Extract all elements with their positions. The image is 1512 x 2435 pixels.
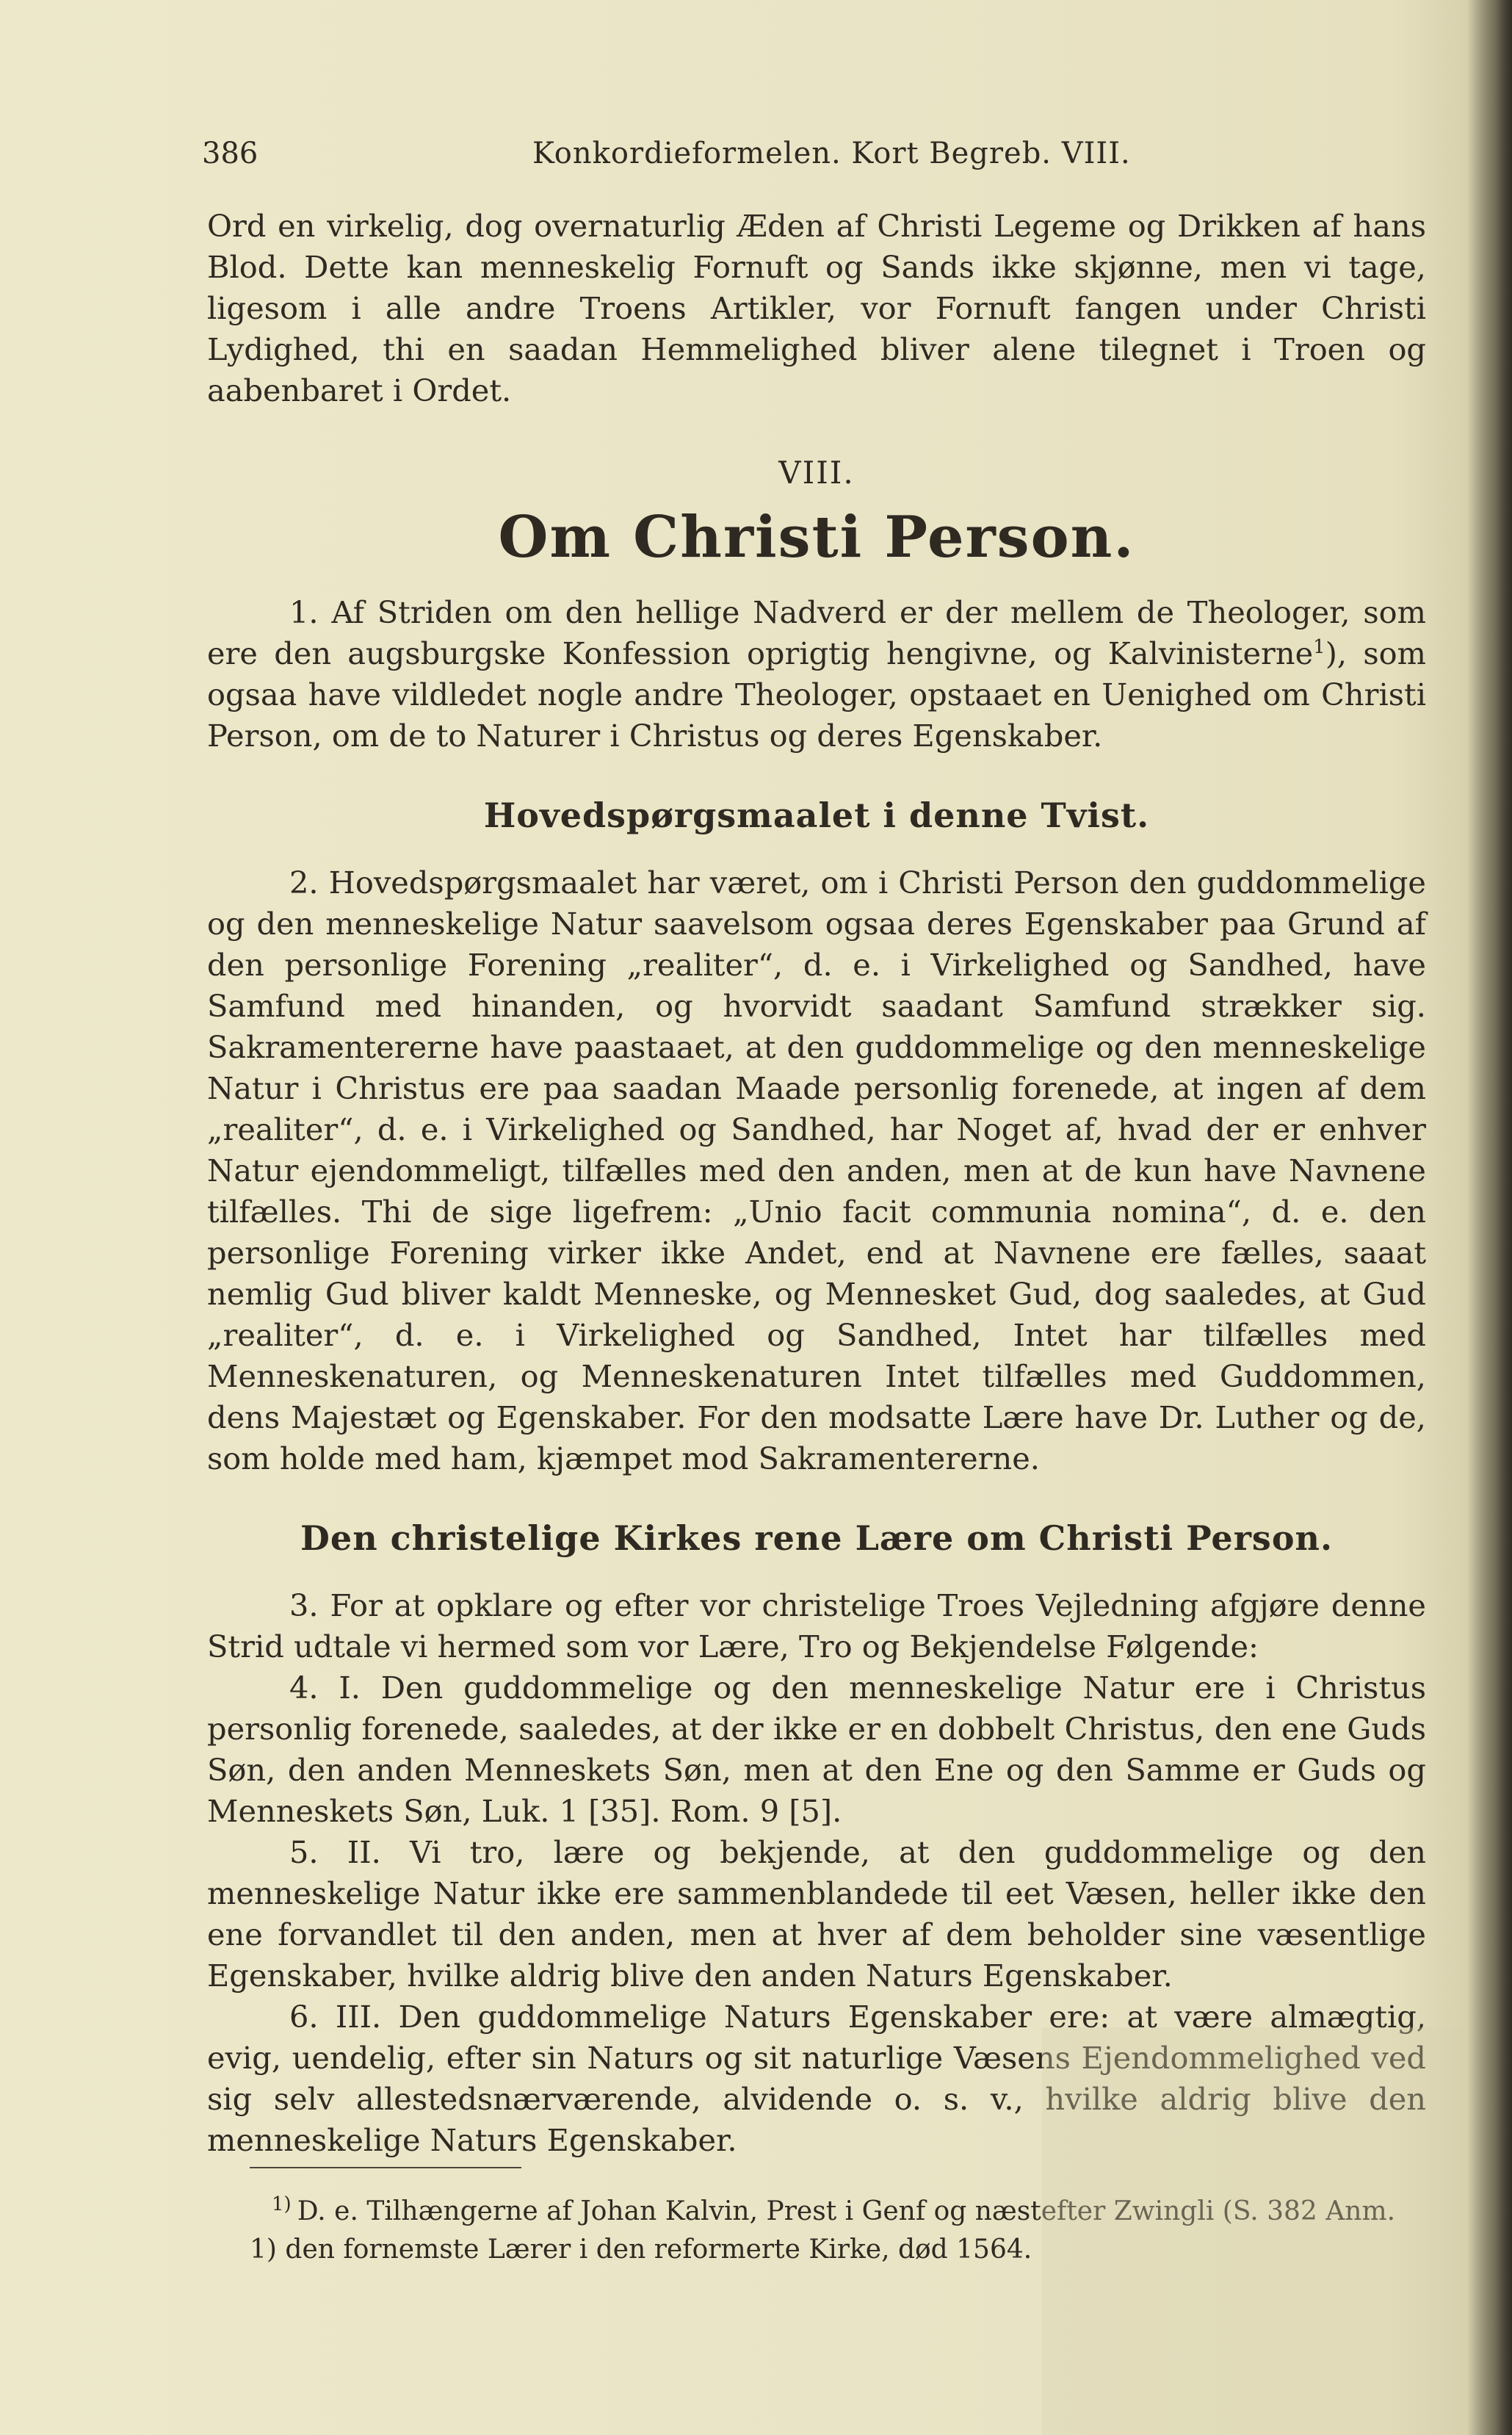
footnote-divider (250, 2167, 521, 2168)
subheading-main-question: Hovedspørgsmaalet i denne Tvist. (483, 796, 1150, 835)
footnote-mark: 1) (272, 2193, 292, 2215)
footnote-reference: 1 (1313, 636, 1325, 659)
paragraph-4: 4. I. Den guddommelige og den menneskelige Natur ere i Christus personlig forenede, saaledes, at der ikke er en dobbelt Christus, den ene Guds Søn, den anden Menneskets Søn, men at den Ene og den Samme er Guds og Menneskets Søn, Luk. 1 [35]. Rom. 9 [5]. (207, 1670, 1426, 1829)
paragraph-6: 6. III. Den guddommelige Naturs Egenskaber ere: at være almægtig, evig, uendelig, efter sin Naturs og sit naturlige Væsens Ejendommelighed ved sig selv allestedsnærværende, alvidende o. s. v., hvilke aldrig blive den menneskelige Naturs Egenskaber. (207, 1999, 1426, 2158)
paragraph-3: 3. For at opklare og efter vor christelige Troes Vejledning afgjøre denne Strid udtale vi hermed som vor Lære, Tro og Bekjendelse Følgende: (207, 1587, 1426, 1664)
paragraph-1 (207, 592, 1426, 757)
paragraph-2: 2. Hovedspørgsmaalet har været, om i Christi Person den guddommelige og den menneskelige Natur saavelsom ogsaa deres Egenskaber paa Grund af den personlige Forening „realiter“, d. e. i Virkelighed og Sandhed, have Samfund med hinanden, og hvorvidt saadant Samfund strækker sig. Sakramentererne have paastaaet, at den guddommelige og den menneskelige Natur i Christus ere paa saadan Maade personlig forenede, at ingen af dem „realiter“, d. e. i Virkelighed og Sandhed, har Noget af, hvad der er enhver Natur ejendommeligt, tilfælles med den anden, men at de kun have Navnene tilfælles. Thi de sige ligefrem: „Unio facit communia nomina“, d. e. den personlige Forening virker ikke Andet, end at Navnene ere fælles, saaat nemlig Gud bliver kaldt Menneske, og Mennesket Gud, dog saaledes, at Gud „realiter“, d. e. i Virkelighed og Sandhed, Intet har tilfælles med Menneskenaturen, og Menneskenaturen Intet tilfælles med Guddommen, dens Majestæt og Egenskaber. For den modsatte Lære have Dr. Luther og de, som holde med ham, kjæmpet mod Sakramentererne. (207, 865, 1426, 1476)
paragraph-5: 5. II. Vi tro, lære og bekjende, at den guddommelige og den menneskelige Natur ikke ere sammenblandede til eet Væsen, heller ikke den ene forvandlet til den anden, men at hver af dem beholder sine væsentlige Egenskaber, hvilke aldrig blive den anden Naturs Egenskaber. (207, 1834, 1426, 1994)
body-text (207, 206, 1426, 2161)
footnote-text: D. e. Tilhængerne af Johan Kalvin, Prest i Genf og næstefter Zwingli (S. 382 Anm. 1) den fornemste Lærer i den reformerte Kirke, død 1564. (250, 2196, 1396, 2265)
paragraph-1-text-a: 1. Af Striden om den hellige Nadverd er der mellem de Theologer, som ere den augsburgske Konfession oprigtig hengivne, og Kalvinisterne (207, 594, 1426, 671)
paragraph-1-text-b: ), som ogsaa have vildledet nogle andre Theologer, opstaaet en Uenighed om Christi Person, om de to Naturer i Christus og deres Egenskaber. (207, 635, 1426, 754)
section-title: Om Christi Person. (498, 504, 1135, 571)
page-edge-shadow (1468, 0, 1512, 2435)
paper-stain (1042, 2027, 1468, 2435)
intro-paragraph: Ord en virkelig, dog overnaturlig Æden af Christi Legeme og Drikken af hans Blod. Dette kan menneskelig Fornuft og Sands ikke skjønne, men vi tage, ligesom i alle andre Troens Artikler, vor Fornuft fangen under Christi Lydighed, thi en saadan Hemmelighed bliver alene tilegnet i Troen og aabenbaret i Ordet. (207, 208, 1426, 408)
section-number: VIII. (778, 455, 855, 491)
page-header (202, 132, 1436, 176)
subheading-pure-doctrine: Den christelige Kirkes rene Lære om Christi Person. (300, 1518, 1333, 1558)
running-head: Konkordieformelen. Kort Begreb. VIII. (532, 137, 1131, 170)
page-number: 386 (202, 137, 258, 170)
